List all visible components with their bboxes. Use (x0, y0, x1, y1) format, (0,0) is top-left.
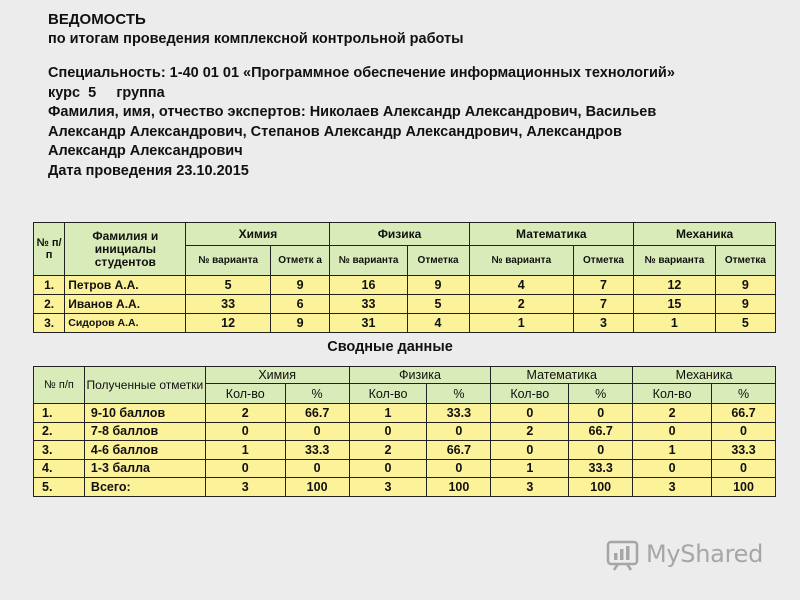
student-name: Иванов А.А. (65, 295, 186, 314)
table-cell: 12 (634, 276, 716, 295)
sub-header-grade: Отметка (407, 246, 469, 276)
table-row (34, 441, 776, 460)
sub-header-percent: % (285, 384, 349, 404)
table-cell: 5 (407, 295, 469, 314)
myshared-logo-icon (606, 537, 640, 571)
table-cell: 9 (270, 276, 330, 295)
watermark-text: MyShared (646, 540, 764, 568)
table-cell: 4 (469, 276, 573, 295)
row-num: 5. (34, 478, 85, 497)
document-header (48, 10, 768, 181)
table-cell: 7 (573, 276, 633, 295)
sub-header-count: Кол-во (633, 384, 712, 404)
table-cell: 1 (469, 314, 573, 333)
table-cell: 100 (427, 478, 491, 497)
table-cell: 7 (573, 295, 633, 314)
table-cell: 0 (633, 422, 712, 441)
table-cell: 0 (491, 404, 569, 423)
table-cell: 31 (330, 314, 407, 333)
sub-header-grade: Отметк а (270, 246, 330, 276)
table-row (34, 314, 776, 333)
student-name: Сидоров А.А. (65, 314, 186, 333)
table-cell: 1 (349, 404, 427, 423)
table-cell: 1 (633, 441, 712, 460)
table-cell: 0 (427, 459, 491, 478)
subject-header-physics: Физика (330, 223, 469, 246)
date-line: Дата проведения 23.10.2015 (48, 162, 249, 179)
table-cell: 3 (205, 478, 285, 497)
table-cell: 5 (186, 276, 270, 295)
table-cell: 33 (330, 295, 407, 314)
table-row (34, 459, 776, 478)
table-cell: 100 (569, 478, 633, 497)
table-cell: 0 (349, 459, 427, 478)
col-header-grades: Полученные отметки (84, 367, 205, 404)
subject-header-math: Математика (469, 223, 634, 246)
sub-header-grade: Отметка (715, 246, 775, 276)
table-cell: 15 (634, 295, 716, 314)
sub-header-variant: № варианта (330, 246, 407, 276)
table-row (34, 404, 776, 423)
summary-table (33, 366, 776, 497)
table-cell: 100 (712, 478, 776, 497)
row-num: 2. (34, 295, 65, 314)
table-cell: 3 (349, 478, 427, 497)
grade-range-label: 1-3 балла (84, 459, 205, 478)
col-header-num: № п/ п (34, 223, 65, 276)
subject-header-mechanics: Механика (634, 223, 776, 246)
course-group-line (48, 84, 768, 104)
table-cell: 3 (491, 478, 569, 497)
sub-header-grade: Отметка (573, 246, 633, 276)
document-subtitle: по итогам проведения комплексной контрольной работы (48, 30, 464, 47)
row-num: 4. (34, 459, 85, 478)
sub-header-percent: % (569, 384, 633, 404)
table-cell: 66.7 (712, 404, 776, 423)
sub-header-count: Кол-во (491, 384, 569, 404)
table-cell: 3 (633, 478, 712, 497)
sub-header-percent: % (427, 384, 491, 404)
table-cell: 33.3 (427, 404, 491, 423)
table-cell: 0 (205, 422, 285, 441)
student-name: Петров А.А. (65, 276, 186, 295)
col-header-num: № п/п (34, 367, 85, 404)
table-cell: 9 (270, 314, 330, 333)
watermark-logo (606, 536, 776, 572)
group-label: группа (116, 84, 165, 101)
table-cell: 0 (427, 422, 491, 441)
table-cell: 1 (634, 314, 716, 333)
table-cell: 0 (633, 459, 712, 478)
experts-line-3: Александр Александрович (48, 143, 243, 159)
table-cell: 0 (205, 459, 285, 478)
col-header-student: Фамилия и инициалы студентов (65, 223, 186, 276)
table-cell: 3 (573, 314, 633, 333)
table-cell: 33.3 (285, 441, 349, 460)
course-value: 5 (88, 84, 97, 101)
experts-line-1: Фамилия, имя, отчество экспертов: Николаев Александр Александрович, Васильев (48, 104, 657, 120)
table-cell: 2 (349, 441, 427, 460)
table-cell: 0 (569, 441, 633, 460)
row-num: 3. (34, 441, 85, 460)
sub-header-variant: № варианта (186, 246, 270, 276)
grade-range-label: Всего: (84, 478, 205, 497)
table-cell: 2 (633, 404, 712, 423)
table-cell: 33.3 (712, 441, 776, 460)
experts-line-2: Александр Александрович, Степанов Александр Александрович, Александров (48, 123, 622, 140)
table-cell: 1 (205, 441, 285, 460)
grade-range-label: 9-10 баллов (84, 404, 205, 423)
row-num: 1. (34, 276, 65, 295)
document-title: ВЕДОМОСТЬ (48, 11, 146, 28)
row-num: 3. (34, 314, 65, 333)
table-cell: 33.3 (569, 459, 633, 478)
results-table (33, 222, 776, 333)
sub-header-variant: № варианта (469, 246, 573, 276)
table-cell: 0 (285, 422, 349, 441)
table-cell: 9 (715, 295, 775, 314)
table-cell: 66.7 (569, 422, 633, 441)
table-cell: 2 (205, 404, 285, 423)
table-cell: 9 (715, 276, 775, 295)
grade-range-label: 7-8 баллов (84, 422, 205, 441)
row-num: 1. (34, 404, 85, 423)
table-cell: 12 (186, 314, 270, 333)
table-cell: 66.7 (285, 404, 349, 423)
table-row (34, 422, 776, 441)
subject-header-mechanics: Механика (633, 367, 776, 384)
sub-header-count: Кол-во (349, 384, 427, 404)
table-cell: 6 (270, 295, 330, 314)
sub-header-percent: % (712, 384, 776, 404)
table-cell: 0 (285, 459, 349, 478)
table-cell: 0 (712, 459, 776, 478)
table-cell: 0 (712, 422, 776, 441)
table-cell: 4 (407, 314, 469, 333)
table-cell: 9 (407, 276, 469, 295)
summary-title: Сводные данные (327, 339, 453, 355)
table-cell: 100 (285, 478, 349, 497)
sub-header-count: Кол-во (205, 384, 285, 404)
grade-range-label: 4-6 баллов (84, 441, 205, 460)
specialty-line: Специальность: 1-40 01 01 «Программное обеспечение информационных технологий» (48, 65, 675, 81)
subject-header-physics: Физика (349, 367, 491, 384)
subject-header-chemistry: Химия (186, 223, 330, 246)
course-label: курс (48, 84, 81, 101)
table-row-total (34, 478, 776, 497)
table-cell: 0 (349, 422, 427, 441)
table-cell: 66.7 (427, 441, 491, 460)
table-cell: 2 (469, 295, 573, 314)
row-num: 2. (34, 422, 85, 441)
table-cell: 5 (715, 314, 775, 333)
subject-header-chemistry: Химия (205, 367, 349, 384)
table-cell: 0 (491, 441, 569, 460)
table-cell: 2 (491, 422, 569, 441)
table-cell: 16 (330, 276, 407, 295)
table-row (34, 295, 776, 314)
table-cell: 1 (491, 459, 569, 478)
table-cell: 0 (569, 404, 633, 423)
sub-header-variant: № варианта (634, 246, 716, 276)
subject-header-math: Математика (491, 367, 633, 384)
table-row (34, 276, 776, 295)
table-cell: 33 (186, 295, 270, 314)
